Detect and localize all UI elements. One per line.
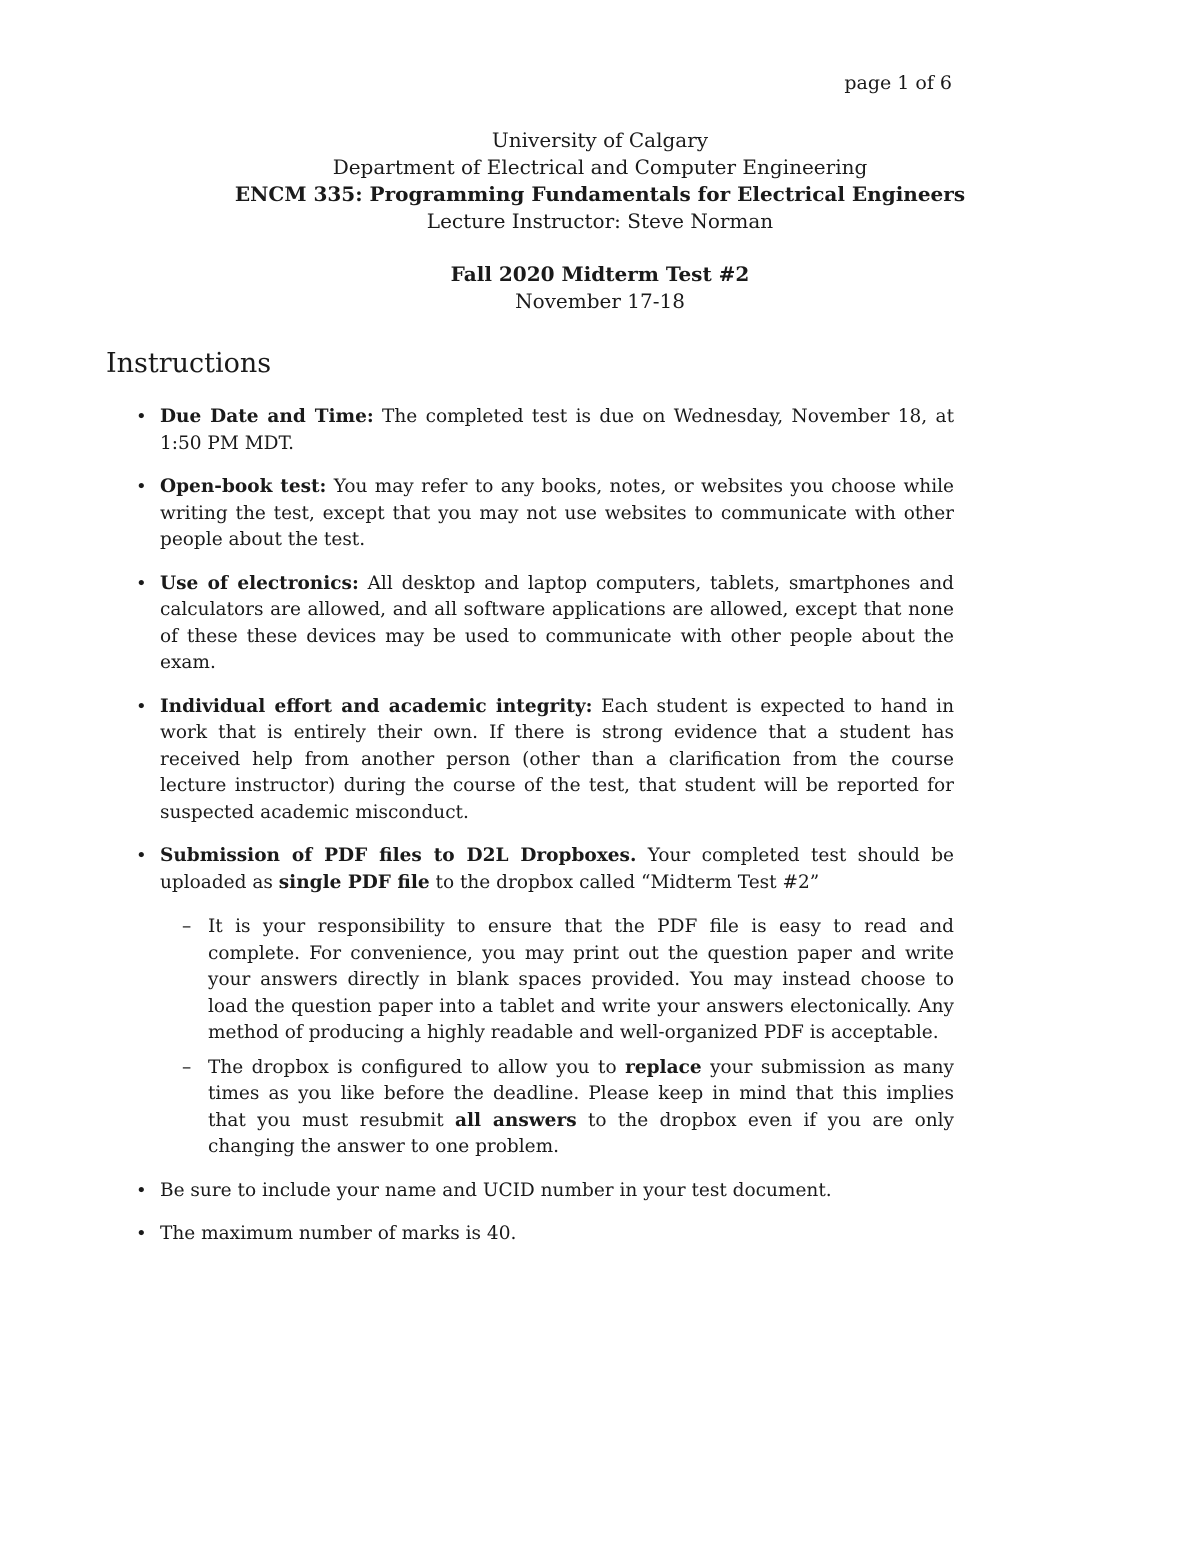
test-name: Fall 2020 Midterm Test #2 (450, 262, 750, 286)
instruction-name-ucid: • Be sure to include your name and UCID number in your test document. (136, 1178, 954, 1205)
sub-item-replace (182, 1055, 954, 1161)
sub-item-responsibility: – It is your responsibility to ensure that the PDF file is easy to read and complete. For convenience, you may print out the question paper and write your answers directly in blank spaces provided. You may instead choose to load the question paper into a tablet and write your answers electonically. Any method of producing a highly readable and well-organized PDF is acceptable. (182, 914, 954, 1047)
instruction-text: Each student is expected to hand in work that is entirely their own. If there is strong evidence that a student has received help from another person (other than a clarification from the course lecture instructor) during the course of the test, that student will be reported for suspected academic misconduct. (160, 695, 954, 823)
instruction-text: All desktop and laptop computers, tablets, smartphones and calculators are allowed, and all software applications are allowed, except that none of these these devices may be used to communicate with other people about the exam. (160, 572, 954, 673)
sub-item-text: your submission as many times as you like before the deadline. Please keep in mind that this implies that you must resubmit (208, 1056, 954, 1131)
instructions-list (136, 404, 954, 1265)
instruction-integrity (136, 694, 954, 827)
instruction-lead: Open-book test: (160, 476, 327, 497)
test-dates: November 17-18 (515, 289, 685, 313)
sub-item-emphasis: replace (625, 1056, 702, 1078)
instruction-open-book (136, 474, 954, 554)
submission-details (182, 914, 954, 1161)
instruction-text: to the dropbox called “Midterm Test #2” (429, 871, 820, 893)
instruction-text: Your completed test should be uploaded as (160, 845, 954, 893)
instruction-emphasis: single PDF file (278, 871, 430, 893)
instruction-electronics (136, 571, 954, 677)
department-name: Department of Electrical and Computer Engineering (332, 155, 868, 179)
test-block (0, 261, 1200, 315)
sub-item-emphasis: all answers (454, 1109, 577, 1131)
instruction-lead: Use of electronics: (160, 572, 359, 594)
instruction-max-marks: • The maximum number of marks is 40. (136, 1221, 954, 1248)
instruction-lead: Submission of PDF files to D2L Dropboxes. (160, 845, 637, 866)
instruction-text: You may refer to any books, notes, or websites you choose while writing the test, except that you may not use websites to communicate with other people about the test. (160, 476, 954, 550)
sub-item-text: to the dropbox even if you are only changing the answer to one problem. (208, 1109, 954, 1157)
instructor-name: Lecture Instructor: Steve Norman (426, 209, 774, 233)
page-number: page 1 of 6 (844, 72, 952, 94)
sub-item-text: The dropbox is configured to allow you to (208, 1056, 626, 1078)
instruction-submission (136, 843, 954, 1161)
title-block (0, 127, 1200, 235)
instruction-lead: Individual effort and academic integrity: (160, 695, 593, 717)
instruction-text: The completed test is due on Wednesday, November 18, at 1:50 PM MDT. (160, 406, 955, 454)
course-title: ENCM 335: Programming Fundamentals for Electrical Engineers (234, 182, 966, 206)
instruction-lead: Due Date and Time: (160, 406, 374, 427)
instructions-heading: Instructions (106, 348, 272, 379)
university-name: University of Calgary (491, 128, 709, 152)
instruction-due-date (136, 404, 954, 457)
